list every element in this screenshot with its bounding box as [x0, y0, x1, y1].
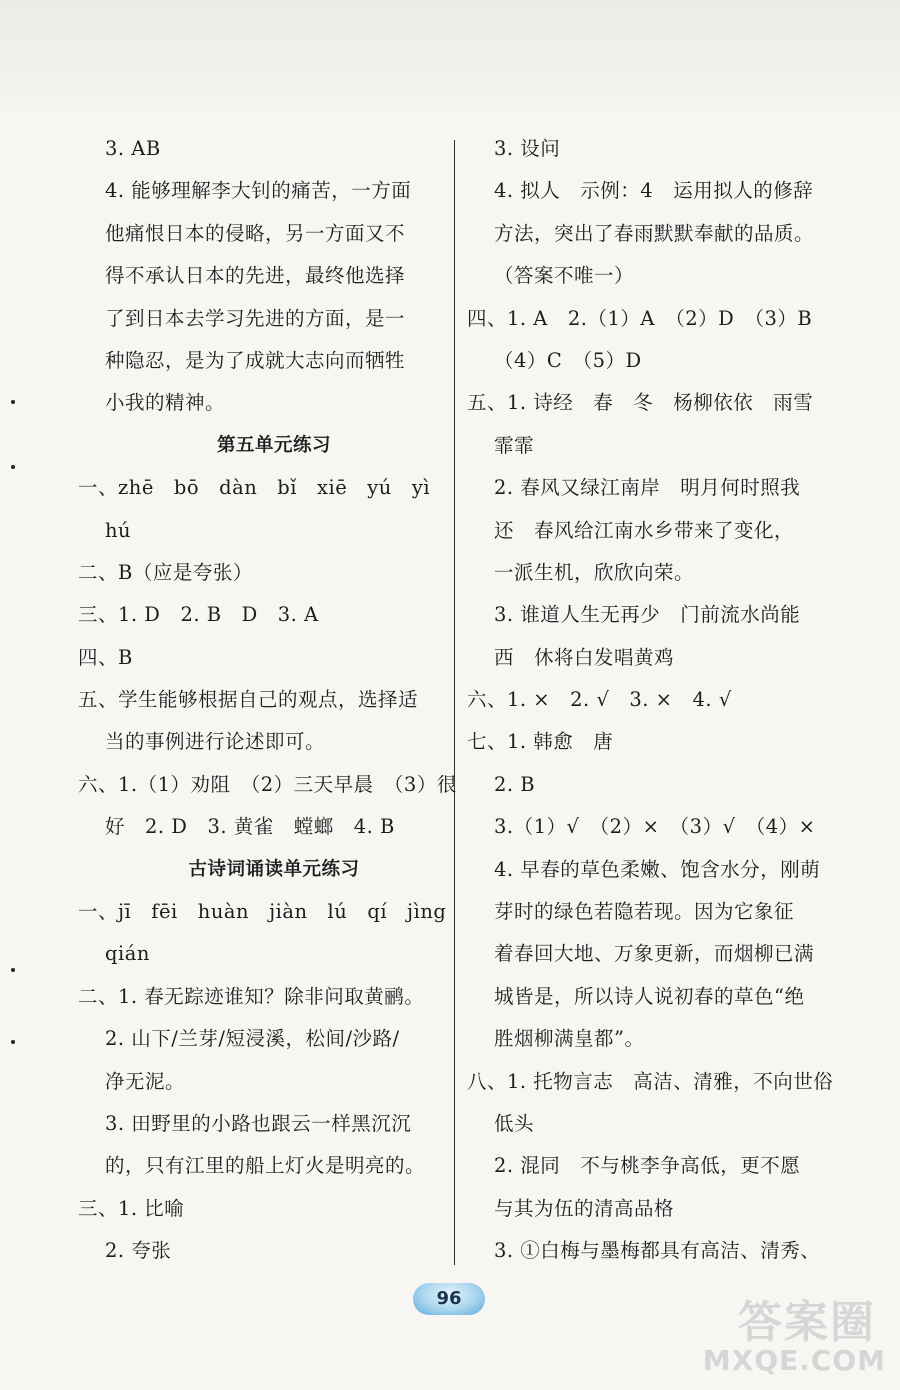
answer-line: 二、1. 春无踪迹谁知？除非问取黄鹂。 [78, 984, 425, 1008]
answer-line: 五、学生能够根据自己的观点，选择适 [78, 688, 419, 712]
watermark-main: 答案圈 [738, 1297, 876, 1348]
answer-line: 胜烟柳满皇都”。 [494, 1027, 645, 1051]
answer-line: 小我的精神。 [105, 391, 226, 415]
answer-line: 2. B [494, 772, 536, 796]
watermark-sub: MXQE.COM [702, 1344, 886, 1377]
answer-line: 还 春风给江南水乡带来了变化， [494, 518, 795, 542]
answer-line: 芽时的绿色若隐若现。因为它象征 [494, 900, 795, 924]
answer-line: 着春回大地、万象更新，而烟柳已满 [494, 942, 815, 966]
margin-mark [11, 968, 15, 972]
page-number: 96 [413, 1283, 485, 1315]
answer-line: 2. 春风又绿江南岸 明月何时照我 [494, 476, 801, 500]
answer-line: 4. 能够理解李大钊的痛苦，一方面 [105, 179, 412, 203]
answer-line: 3. ①白梅与墨梅都具有高洁、清秀、 [494, 1239, 821, 1263]
answer-line: 3. AB [105, 137, 161, 160]
answer-line: （答案不唯一） [494, 264, 635, 288]
answer-line: qián [105, 942, 150, 966]
answer-line: 的，只有江里的船上灯火是明亮的。 [105, 1154, 426, 1178]
answer-line: 霏霏 [494, 433, 535, 457]
answer-line: 2. 山下/兰芽/短浸溪，松间/沙路/ [105, 1027, 400, 1051]
top-shading [0, 0, 900, 110]
answer-line: 得不承认日本的先进，最终他选择 [105, 264, 406, 288]
left-column [78, 128, 457, 1273]
answer-line: 一、zhē bō dàn bǐ xiē yú yì [78, 476, 431, 500]
answer-line: 3. 谁道人生无再少 门前流水尚能 [494, 603, 801, 627]
answer-line: 八、1. 托物言志 高洁、清雅，不向世俗 [467, 1069, 834, 1093]
answer-line: 三、1. D 2. B D 3. A [78, 603, 319, 627]
section-heading: 第五单元练习 [216, 434, 331, 456]
column-divider [454, 140, 455, 1265]
answer-line: 方法，突出了春雨默默奉献的品质。 [494, 221, 815, 245]
answer-line: 3. 田野里的小路也跟云一样黑沉沉 [105, 1111, 412, 1135]
answer-line: hú [105, 518, 132, 542]
answer-line: 当的事例进行论述即可。 [105, 730, 326, 754]
answer-line: 六、1.（1）劝阻 （2）三天早晨 （3）很 [78, 772, 457, 796]
answer-line: 3. 设问 [494, 137, 561, 160]
answer-line: 与其为伍的清高品格 [494, 1196, 675, 1220]
answer-line: 一派生机，欣欣向荣。 [494, 560, 695, 584]
answer-line: 六、1. × 2. √ 3. × 4. √ [467, 688, 732, 712]
answer-line: 4. 早春的草色柔嫩、饱含水分，刚萌 [494, 857, 821, 881]
answer-line: 西 休将白发唱黄鸡 [494, 645, 675, 669]
answer-line: 低头 [494, 1111, 535, 1135]
answer-line: 一、jī fēi huàn jiàn lú qí jìng [78, 900, 447, 924]
answer-line: 四、B [78, 645, 133, 669]
right-column [467, 128, 837, 1273]
section-heading: 古诗词诵读单元练习 [188, 858, 360, 880]
answer-line: 3.（1）√ （2）× （3）√ （4）× [494, 815, 816, 839]
answer-line: 了到日本去学习先进的方面，是一 [105, 306, 406, 330]
margin-mark [11, 465, 15, 469]
answer-line: 三、1. 比喻 [78, 1196, 185, 1220]
answer-line: 好 2. D 3. 黄雀 螳螂 4. B [105, 815, 395, 839]
margin-mark [11, 1040, 15, 1044]
answer-line: 种隐忍，是为了成就大志向而牺牲 [105, 348, 406, 372]
answer-line: 城皆是，所以诗人说初春的草色“绝 [494, 984, 805, 1008]
answer-line: 2. 夸张 [105, 1239, 172, 1263]
margin-mark [11, 400, 15, 404]
answer-line: 2. 混同 不与桃李争高低，更不愿 [494, 1154, 801, 1178]
answer-line: 4. 拟人 示例：4 运用拟人的修辞 [494, 179, 814, 203]
answer-line: 四、1. A 2.（1）A （2）D （3）B [467, 306, 813, 330]
answer-line: 二、B（应是夸张） [78, 560, 253, 584]
answer-line: （4）C （5）D [494, 348, 642, 372]
answer-line: 他痛恨日本的侵略，另一方面又不 [105, 221, 406, 245]
answer-line: 五、1. 诗经 春 冬 杨柳依依 雨雪 [467, 391, 814, 415]
answer-line: 七、1. 韩愈 唐 [467, 730, 614, 754]
answer-line: 净无泥。 [105, 1069, 186, 1093]
watermark-logo [679, 1286, 894, 1386]
